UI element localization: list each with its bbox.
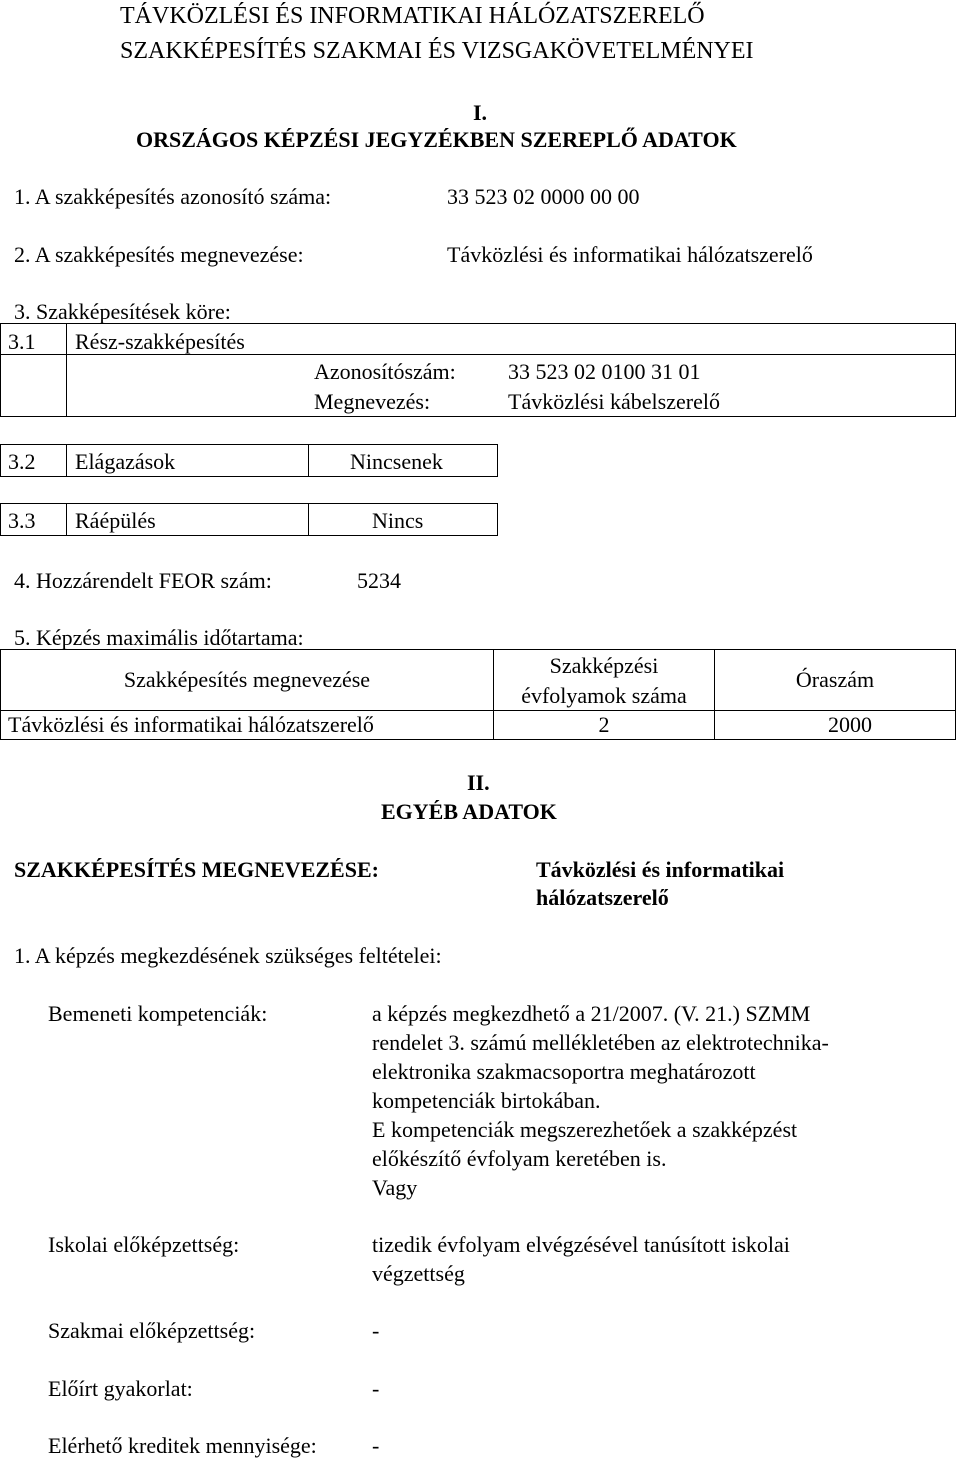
name-label: 2. A szakképesítés megnevezése: [14, 242, 304, 267]
branches-num: 3.2 [8, 449, 36, 474]
partial-empty-cell [0, 354, 67, 417]
duration-label: 5. Képzés maximális időtartama: [14, 625, 304, 650]
partial-title: Rész-szakképesítés [75, 329, 245, 354]
partial-name-value: Távközlési kábelszerelő [508, 389, 720, 414]
addon-value: Nincs [372, 508, 424, 533]
entry-competencies-line: előkészítő évfolyam keretében is. [372, 1146, 667, 1171]
duration-row-years: 2 [598, 712, 610, 737]
branches-value: Nincsenek [350, 449, 443, 474]
duration-col3-text: Óraszám [795, 667, 875, 692]
professional-prerequisite-value: - [372, 1318, 380, 1343]
entry-competencies-label: Bemeneti kompetenciák: [48, 1001, 268, 1026]
feor-value: 5234 [357, 568, 401, 593]
id-label: 1. A szakképesítés azonosító száma: [14, 184, 332, 209]
part1-roman: I. [473, 100, 488, 125]
duration-row-hours: 2000 [828, 712, 872, 737]
duration-row-name: Távközlési és informatikai hálózatszerelő [8, 712, 374, 737]
credits-value: - [372, 1433, 380, 1458]
required-practice-label: Előírt gyakorlat: [48, 1376, 193, 1401]
addon-label: Ráépülés [75, 508, 156, 533]
credits-label: Elérhető kreditek mennyisége: [48, 1433, 317, 1458]
partial-id-label: Azonosítószám: [314, 359, 456, 384]
feor-label: 4. Hozzárendelt FEOR szám: [14, 568, 272, 593]
part2-roman: II. [467, 770, 490, 795]
entry-competencies-line: E kompetenciák megszerezhetőek a szakképzést [372, 1117, 798, 1142]
entry-competencies-line: kompetenciák birtokában. [372, 1088, 601, 1113]
partial-id-value: 33 523 02 0100 31 01 [508, 359, 701, 384]
qualification-name-line1: Távközlési és informatikai [536, 857, 785, 882]
duration-col2-text-line2: évfolyamok száma [521, 683, 687, 708]
branches-label: Elágazások [75, 449, 176, 474]
qualification-name-line2: hálózatszerelő [536, 885, 669, 910]
addon-num: 3.3 [8, 508, 36, 533]
school-prerequisite-line2: végzettség [372, 1261, 465, 1286]
part2-heading: EGYÉB ADATOK [381, 799, 557, 824]
requirements-heading: 1. A képzés megkezdésének szükséges feltételei: [14, 943, 442, 968]
professional-prerequisite-label: Szakmai előképzettség: [48, 1318, 256, 1343]
name-value: Távközlési és informatikai hálózatszerelő [447, 242, 813, 267]
part1-heading: ORSZÁGOS KÉPZÉSI JEGYZÉKBEN SZEREPLŐ ADATOK [136, 127, 737, 152]
document-title-line1: TÁVKÖZLÉSI ÉS INFORMATIKAI HÁLÓZATSZERELŐ [120, 3, 705, 29]
entry-competencies-line: Vagy [372, 1175, 418, 1200]
duration-col2-text-line1: Szakképzési [549, 653, 659, 678]
entry-competencies-line: a képzés megkezdhető a 21/2007. (V. 21.) SZMM [372, 1001, 811, 1026]
entry-competencies-line: rendelet 3. számú mellékletében az elektrotechnika- [372, 1030, 829, 1055]
required-practice-value: - [372, 1376, 380, 1401]
qualification-name-label: SZAKKÉPESÍTÉS MEGNEVEZÉSE: [14, 857, 379, 882]
partial-num: 3.1 [8, 329, 36, 354]
id-value: 33 523 02 0000 00 00 [447, 184, 640, 209]
scope-label: 3. Szakképesítések köre: [14, 299, 231, 324]
school-prerequisite-line1: tizedik évfolyam elvégzésével tanúsított iskolai [372, 1232, 790, 1257]
document-title-line2: SZAKKÉPESÍTÉS SZAKMAI ÉS VIZSGAKÖVETELMÉNYEI [120, 38, 754, 64]
entry-competencies-line: elektronika szakmacsoportra meghatározott [372, 1059, 756, 1084]
partial-name-label: Megnevezés: [314, 389, 431, 414]
school-prerequisite-label: Iskolai előképzettség: [48, 1232, 240, 1257]
duration-col1-text: Szakképesítés megnevezése [123, 667, 371, 692]
